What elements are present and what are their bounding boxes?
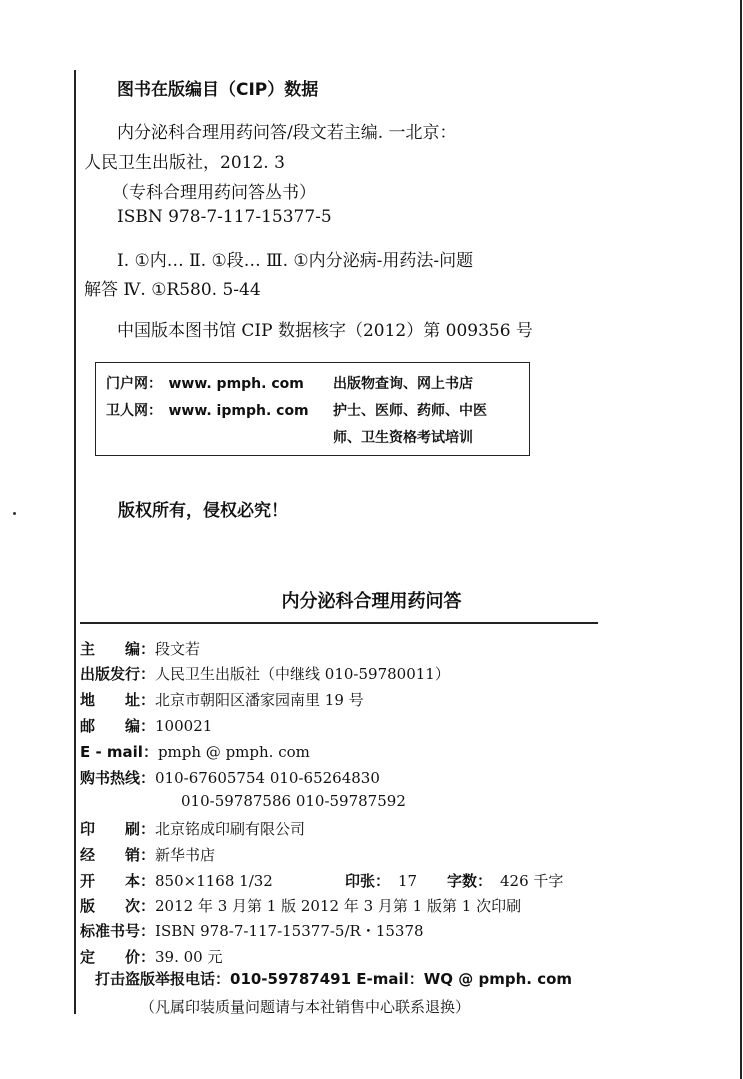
cip-heading: 图书在版编目（CIP）数据 — [117, 80, 319, 100]
portal-url: www. pmph. com — [168, 376, 304, 392]
right-edge-line — [740, 0, 742, 1079]
colophon-value: ISBN 978-7-117-15377-5/R・15378 — [155, 922, 424, 940]
colophon-label: 邮 编： — [80, 717, 156, 735]
colophon-publisher — [80, 663, 450, 684]
colophon-value: 010-59787586 010-59787592 — [181, 792, 406, 810]
colophon-editor — [80, 638, 200, 659]
cip-line-isbn: ISBN 978-7-117-15377-5 — [117, 207, 332, 227]
book-title: 内分泌科合理用药问答 — [281, 591, 462, 612]
colophon-label: 经 销： — [80, 846, 156, 864]
colophon-label: 主 编： — [80, 640, 156, 658]
colophon-value: 850×1168 1/32 — [155, 872, 273, 890]
weiren-desc-2: 师、卫生资格考试培训 — [333, 430, 473, 446]
colophon-address — [80, 689, 364, 710]
colophon-value: pmph @ pmph. com — [157, 743, 310, 761]
colophon-label: 开 本： — [80, 872, 156, 890]
colophon-value: 39. 00 元 — [155, 948, 223, 966]
print-sheets — [345, 870, 417, 891]
colophon-hotline-cont — [181, 792, 406, 810]
portal-row — [106, 373, 304, 393]
colophon-hotline — [80, 767, 380, 788]
words-label: 字数： — [447, 872, 493, 890]
colophon-label: 定 价： — [80, 948, 156, 966]
cip-line-cip-number: 中国版本图书馆 CIP 数据核字（2012）第 009356 号 — [117, 321, 533, 341]
sheets-value: 17 — [398, 872, 418, 890]
colophon-format — [80, 870, 273, 891]
colophon-email — [80, 741, 310, 762]
colophon-value: 段文若 — [155, 640, 201, 658]
colophon-edition — [80, 895, 521, 916]
words-value: 426 千字 — [500, 872, 564, 890]
colophon-value: 2012 年 3 月第 1 版 2012 年 3 月第 1 版第 1 次印刷 — [155, 897, 522, 915]
return-note: （凡属印装质量问题请与本社销售中心联系退换） — [140, 998, 471, 1016]
colophon-label: 版 次： — [80, 897, 156, 915]
colophon-printer — [80, 818, 305, 839]
colophon-label: E - mail： — [80, 743, 158, 761]
colophon-distributor — [80, 844, 215, 865]
weiren-desc-1: 护士、医师、药师、中医 — [333, 403, 487, 419]
sheets-label: 印张： — [345, 872, 391, 890]
colophon-value: 010-67605754 010-65264830 — [155, 769, 380, 787]
piracy-hotline: 打击盗版举报电话：010-59787491 E-mail：WQ @ pmph. com — [95, 970, 573, 988]
weiren-row — [106, 400, 309, 420]
colophon-value: 100021 — [155, 717, 213, 735]
cip-line-publisher: 人民卫生出版社，2012. 3 — [84, 153, 285, 173]
title-divider — [80, 622, 598, 624]
left-border-line — [74, 70, 76, 1014]
colophon-postcode — [80, 715, 212, 736]
colophon-label: 购书热线： — [80, 769, 156, 787]
cip-line-classification: Ⅰ. ①内… Ⅱ. ①段… Ⅲ. ①内分泌病-用药法-问题 — [117, 251, 474, 271]
copyright-notice: 版权所有，侵权必究！ — [118, 501, 288, 521]
weiren-label: 卫人网： — [106, 403, 162, 419]
portal-label: 门户网： — [106, 376, 162, 392]
website-box — [95, 362, 530, 456]
cip-line-classification-cont: 解答 Ⅳ. ①R580. 5-44 — [84, 280, 261, 300]
colophon-value: 北京铭成印刷有限公司 — [155, 820, 306, 838]
colophon-label: 地 址： — [80, 691, 156, 709]
word-count — [447, 870, 563, 891]
cip-line-series: （专科合理用药问答丛书） — [112, 183, 316, 203]
cip-line-title: 内分泌科合理用药问答/段文若主编. 一北京： — [117, 123, 457, 143]
colophon-value: 新华书店 — [155, 846, 216, 864]
colophon-isbn — [80, 920, 424, 941]
colophon-label: 出版发行： — [80, 665, 156, 683]
colophon-value: 北京市朝阳区潘家园南里 19 号 — [155, 691, 364, 709]
colophon-value: 人民卫生出版社（中继线 010-59780011） — [155, 665, 450, 683]
colophon-label: 印 刷： — [80, 820, 156, 838]
colophon-label: 标准书号： — [80, 922, 156, 940]
scan-dot — [13, 512, 16, 515]
colophon-price — [80, 946, 223, 967]
weiren-url: www. ipmph. com — [168, 403, 309, 419]
portal-desc: 出版物查询、网上书店 — [333, 376, 473, 392]
